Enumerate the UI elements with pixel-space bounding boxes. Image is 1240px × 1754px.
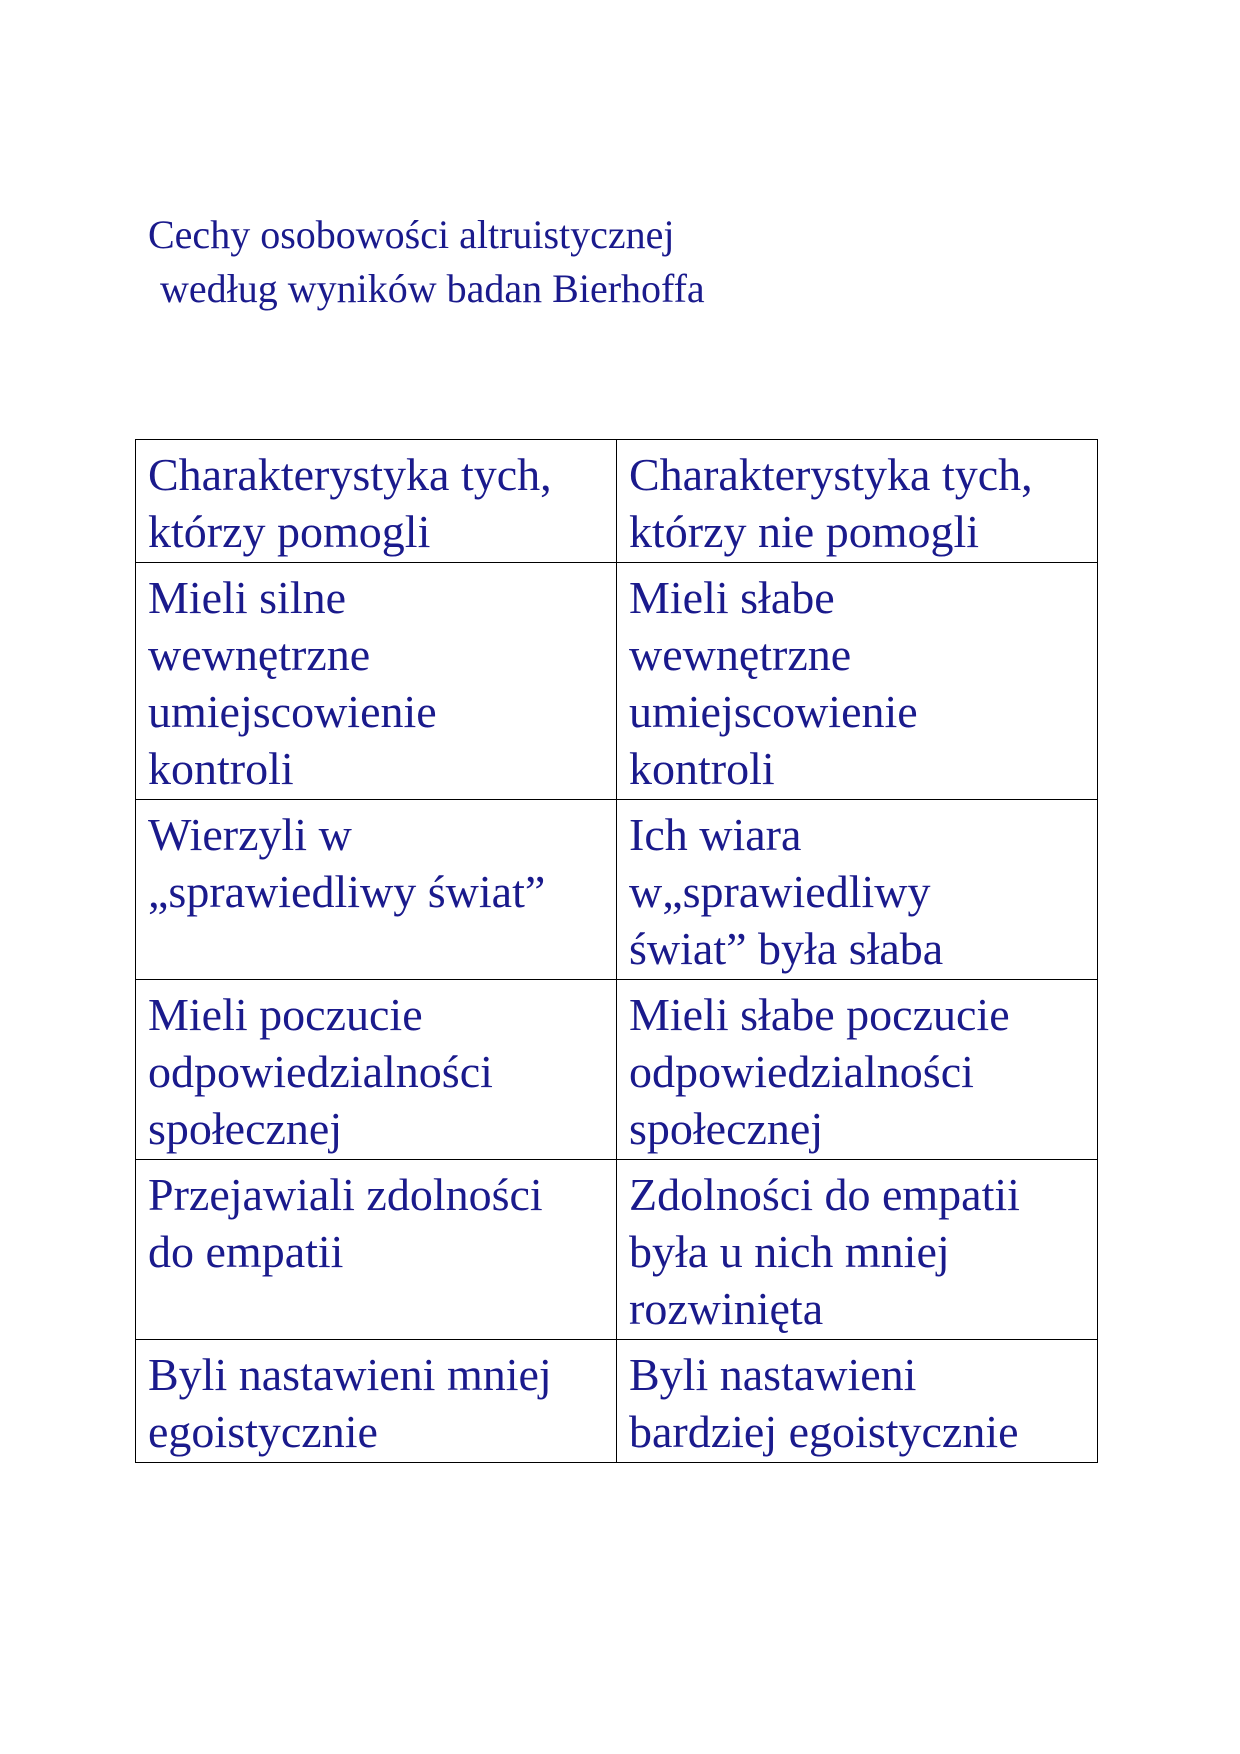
header-cell-not-helped: Charakterystyka tych, którzy nie pomogli: [617, 440, 1098, 563]
cell-not-helped: Zdolności do empatii była u nich mniej rozwinięta: [617, 1160, 1098, 1340]
table-row: [136, 980, 1098, 1160]
table-row: [136, 563, 1098, 800]
cell-helped: Przejawiali zdolności do empatii: [136, 1160, 617, 1340]
cell-helped: Wierzyli w „sprawiedliwy świat”: [136, 800, 617, 980]
comparison-table: [135, 439, 1098, 1463]
title-line-2: według wyników badan Bierhoffa: [160, 266, 705, 311]
table-row: [136, 1160, 1098, 1340]
title-line-1: Cechy osobowości altruistycznej: [148, 212, 675, 257]
document-title: [148, 208, 705, 316]
table-header-row: [136, 440, 1098, 563]
table-row: [136, 800, 1098, 980]
header-cell-helped: Charakterystyka tych, którzy pomogli: [136, 440, 617, 563]
cell-not-helped: Ich wiara w„sprawiedliwy świat” była słaba: [617, 800, 1098, 980]
cell-helped: Mieli silne wewnętrzne umiejscowienie kontroli: [136, 563, 617, 800]
table-row: [136, 1340, 1098, 1463]
cell-not-helped: Byli nastawieni bardziej egoistycznie: [617, 1340, 1098, 1463]
cell-not-helped: Mieli słabe wewnętrzne umiejscowienie kontroli: [617, 563, 1098, 800]
cell-helped: Byli nastawieni mniej egoistycznie: [136, 1340, 617, 1463]
cell-not-helped: Mieli słabe poczucie odpowiedzialności społecznej: [617, 980, 1098, 1160]
cell-helped: Mieli poczucie odpowiedzialności społecznej: [136, 980, 617, 1160]
